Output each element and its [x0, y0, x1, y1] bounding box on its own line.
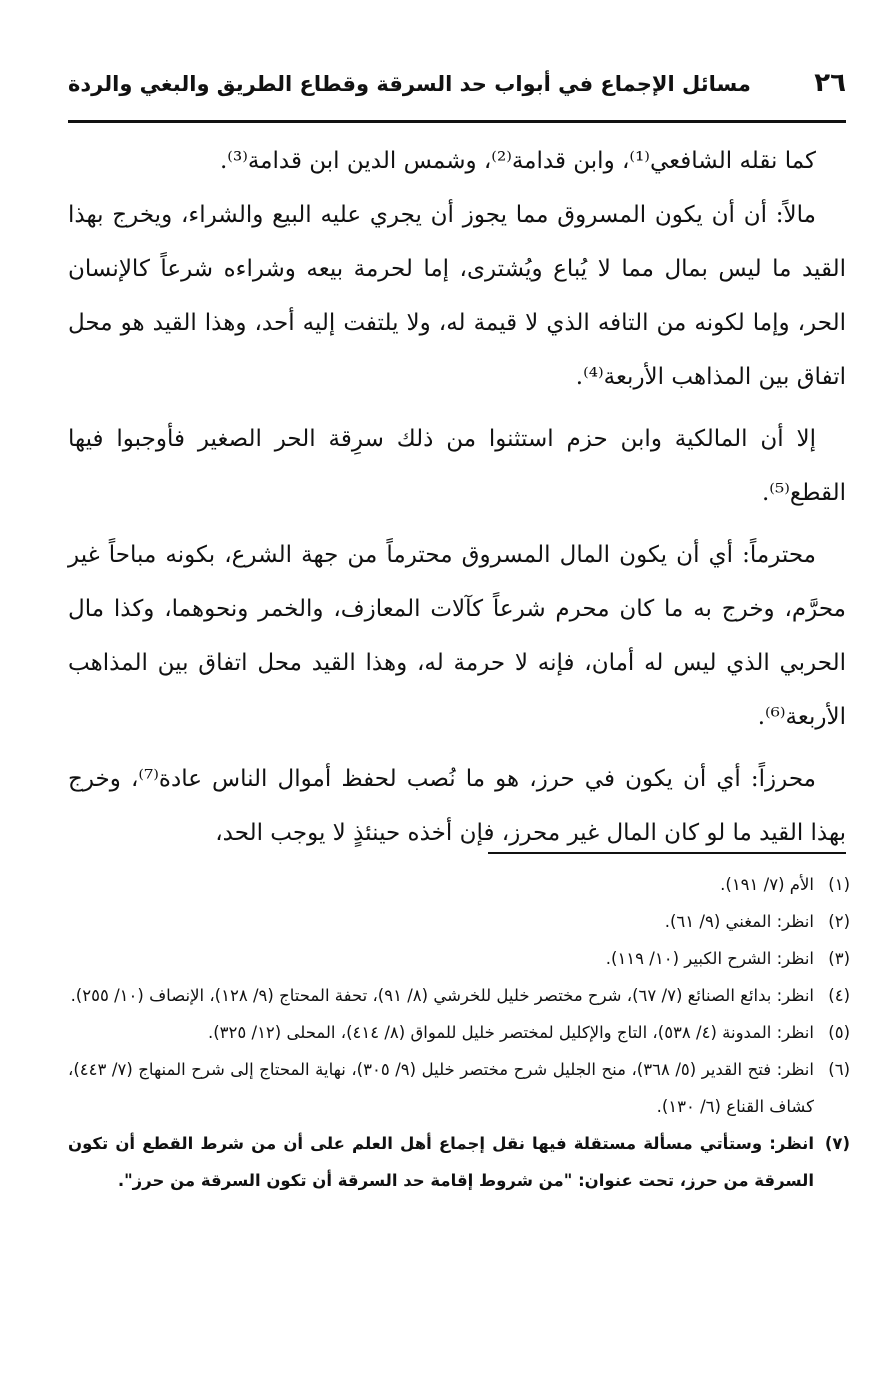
page-number: ٢٦ — [814, 68, 846, 98]
footnote — [68, 1125, 850, 1199]
paragraph: محرزاً: أي أن يكون في حرز، هو ما نُصب لحفظ أموال الناس عادة⁽⁷⁾، وخرج بهذا القيد ما لو كان المال غير محرز، فإن أخذه حينئذٍ لا يوجب الحد، — [68, 766, 846, 846]
footnote-number: (١) — [828, 875, 850, 894]
footnote-number: (٧) — [824, 1134, 850, 1153]
footnote-text: انظر: المدونة (٤/ ٥٣٨)، التاج والإكليل لمختصر خليل للمواق (٨/ ٤١٤)، المحلى (١٢/ ٣٢٥). — [207, 1023, 814, 1042]
paragraph: إلا أن المالكية وابن حزم استثنوا من ذلك سرِقة الحر الصغير فأوجبوا فيها القطع⁽⁵⁾. — [68, 426, 846, 506]
paragraph: محترماً: أي أن يكون المال المسروق محترماً من جهة الشرع، بكونه مباحاً غير محرَّم، وخرج به ما كان محرم شرعاً كآلات المعازف، والخمر ونحوهما، وكذا مال الحربي الذي ليس له أمان، فإنه لا حرمة له، وهذا القيد محل اتفاق بين المذاهب الأربعة⁽⁶⁾. — [68, 542, 846, 730]
paragraph: مالاً: أن أن يكون المسروق مما يجوز أن يجري عليه البيع والشراء، ويخرج بهذا القيد ما ليس بمال مما لا يُباع ويُشترى، إما لحرمة بيعه وشراءه شرعاً كالإنسان الحر، وإما لكونه من التافه الذي لا قيمة له، ولا يلتفت إليه أحد، وهذا القيد هو محل اتفاق بين المذاهب الأربعة⁽⁴⁾. — [68, 202, 846, 390]
footnote-text: انظر: وستأتي مسألة مستقلة فيها نقل إجماع أهل العلم على أن من شرط القطع أن تكون السرقة من حرز، تحت عنوان: "من شروط إقامة حد السرقة أن تكون السرقة من حرز". — [68, 1134, 814, 1190]
footnote-number: (٤) — [828, 986, 850, 1005]
footnote-text: انظر: المغني (٩/ ٦١). — [664, 912, 814, 931]
footnote — [68, 866, 850, 903]
footnote — [68, 903, 850, 940]
footnote-text: انظر: الشرح الكبير (١٠/ ١١٩). — [605, 949, 814, 968]
running-title: مسائل الإجماع في أبواب حد السرقة وقطاع الطريق والبغي والردة — [68, 72, 751, 96]
page-header — [68, 58, 846, 118]
footnote-number: (٣) — [828, 949, 850, 968]
main-text — [68, 134, 846, 860]
footnote — [68, 977, 850, 1014]
footnote-number: (٥) — [828, 1023, 850, 1042]
footnote-text: انظر: بدائع الصنائع (٧/ ٦٧)، شرح مختصر خليل للخرشي (٨/ ٩١)، تحفة المحتاج (٩/ ١٢٨)، الإنصاف (١٠/ ٢٥٥). — [70, 986, 814, 1005]
footnote-text: انظر: فتح القدير (٥/ ٣٦٨)، منح الجليل شرح مختصر خليل (٩/ ٣٠٥)، نهاية المحتاج إلى شرح المنهاج (٧/ ٤٤٣)، كشاف القناع (٦/ ١٣٠). — [68, 1060, 814, 1116]
footnote-separator — [488, 852, 846, 854]
footnote-number: (٦) — [828, 1060, 850, 1079]
paragraph: كما نقله الشافعي⁽¹⁾، وابن قدامة⁽²⁾، وشمس الدين ابن قدامة⁽³⁾. — [220, 148, 816, 174]
header-rule — [68, 120, 846, 123]
footnote — [68, 1051, 850, 1125]
footnotes — [68, 866, 850, 1199]
footnote-text: الأم (٧/ ١٩١). — [720, 875, 814, 894]
footnote — [68, 1014, 850, 1051]
footnote — [68, 940, 850, 977]
footnote-number: (٢) — [828, 912, 850, 931]
